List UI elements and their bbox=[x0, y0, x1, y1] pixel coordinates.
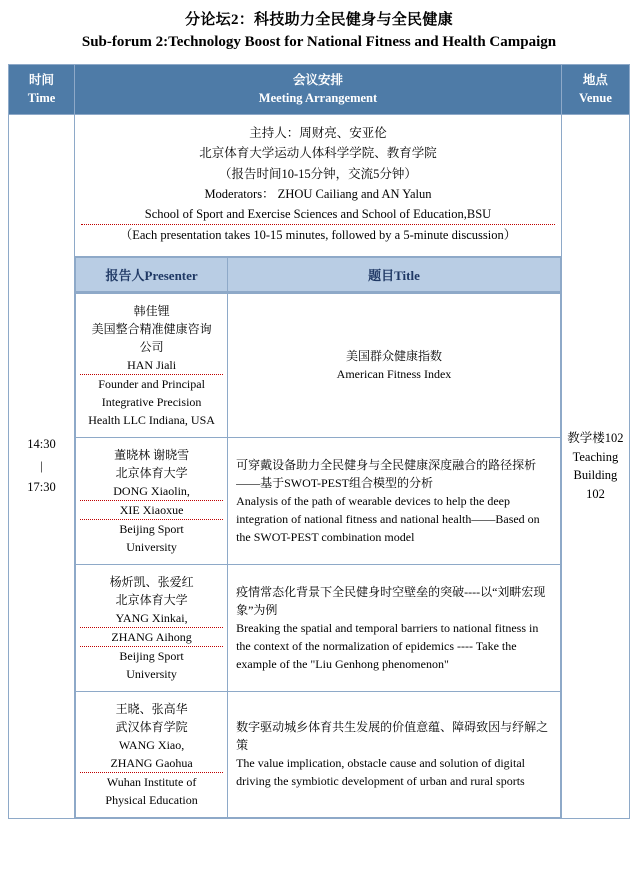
table-header-row bbox=[9, 64, 630, 115]
topic-line-en: American Fitness Index bbox=[336, 367, 452, 381]
header-venue-cn: 地点 bbox=[582, 72, 608, 87]
topic-line-cn: 疫情常态化背景下全民健身时空壁垒的突破----以“刘畊宏现象”为例 bbox=[236, 584, 546, 617]
presenter-line: Beijing Sport bbox=[119, 648, 184, 663]
presenter-line: 王晓、张高华 bbox=[115, 701, 188, 716]
presenter-line: Founder and Principal bbox=[98, 376, 205, 391]
presenter-line: YANG Xinkai, bbox=[80, 609, 223, 628]
moderators-line-5: School of Sport and Exercise Sciences and School of Education,BSU bbox=[81, 204, 555, 225]
topic-cell bbox=[228, 437, 561, 564]
table-row bbox=[76, 293, 561, 437]
moderators-line-2: 北京体育大学运动人体科学学院、教育学院 bbox=[199, 146, 437, 161]
time-separator: | bbox=[40, 458, 43, 473]
presentations-cell bbox=[75, 292, 562, 818]
presenter-line: 北京体育大学 bbox=[115, 465, 188, 480]
moderators-line-1: 主持人：周财亮、安亚伦 bbox=[249, 126, 387, 140]
venue-en-line-3: 102 bbox=[586, 487, 605, 501]
presenter-line: ZHANG Aihong bbox=[80, 628, 223, 647]
header-time-cn: 时间 bbox=[29, 72, 55, 87]
time-end: 17:30 bbox=[27, 479, 56, 494]
presenter-line: Beijing Sport bbox=[119, 521, 184, 536]
header-time bbox=[9, 64, 75, 115]
moderators-cell bbox=[75, 115, 562, 257]
presenter-line: Wuhan Institute of bbox=[106, 774, 197, 789]
header-meeting-arrangement bbox=[75, 64, 562, 115]
presenter-line: 美国整合精准健康咨询 bbox=[91, 321, 212, 336]
venue-cell bbox=[561, 115, 629, 819]
presenter-line: DONG Xiaolin, bbox=[80, 482, 223, 501]
presenter-line: ZHANG Gaohua bbox=[80, 754, 223, 773]
presenter-line: University bbox=[126, 666, 177, 681]
presenter-line: Physical Education bbox=[105, 792, 198, 807]
presenter-line: 武汉体育学院 bbox=[115, 719, 188, 734]
moderators-line-6: （Each presentation takes 10-15 minutes, followed by a 5-minute discussion） bbox=[119, 228, 517, 243]
presenter-line: XIE Xiaoxue bbox=[80, 501, 223, 520]
header-meeting-en: Meeting Arrangement bbox=[258, 91, 378, 106]
topic-line-en: Breaking the spatial and temporal barriers to national fitness in the context of the normalization of epidemics ---- Take the example of the "Liu Genhong phenomenon" bbox=[236, 620, 539, 671]
topic-cell bbox=[228, 293, 561, 437]
presenter-cell bbox=[76, 691, 228, 817]
header-venue-en: Venue bbox=[578, 91, 612, 106]
agenda-table bbox=[8, 64, 630, 819]
table-row bbox=[76, 691, 561, 817]
title-chinese: 分论坛2：科技助力全民健身与全民健康 bbox=[185, 12, 453, 28]
moderators-line-3: （报告时间10-15分钟，交流5分钟） bbox=[219, 166, 417, 181]
moderators-row bbox=[9, 115, 630, 257]
sub-header-inner-table bbox=[75, 257, 561, 292]
presenter-line: 杨炘凯、张爱红 bbox=[109, 574, 194, 589]
topic-line-en: The value implication, obstacle cause and solution of digital driving the symbiotic development of urban and rural sports bbox=[236, 756, 526, 788]
header-meeting-cn: 会议安排 bbox=[292, 72, 343, 87]
venue-cn: 教学楼102 bbox=[567, 430, 624, 445]
moderators-line-4: Moderators： ZHOU Cailiang and AN Yalun bbox=[204, 186, 432, 201]
presenter-line: Integrative Precision bbox=[101, 394, 202, 409]
topic-line-en: Analysis of the path of wearable devices to help the deep integration of national fitness and national health——Based on the SWOT-PEST combination model bbox=[236, 493, 540, 544]
presenter-line: HAN Jiali bbox=[80, 356, 223, 375]
title-english: Sub-forum 2:Technology Boost for National Fitness and Health Campaign bbox=[81, 33, 557, 50]
table-row bbox=[76, 564, 561, 691]
presenter-cell bbox=[76, 293, 228, 437]
venue-en-line-1: Teaching bbox=[572, 449, 619, 464]
presenter-line: 北京体育大学 bbox=[115, 592, 188, 607]
presenter-line: 韩佳锂 bbox=[133, 303, 170, 318]
header-time-en: Time bbox=[27, 91, 56, 106]
presenter-cell bbox=[76, 437, 228, 564]
sub-header-cell bbox=[75, 256, 562, 292]
time-cell bbox=[9, 115, 75, 819]
presenter-cell bbox=[76, 564, 228, 691]
presenter-line: University bbox=[126, 539, 177, 554]
topic-cell bbox=[228, 691, 561, 817]
topic-line-cn: 美国群众健康指数 bbox=[345, 349, 442, 363]
sub-header-presenter: 报告人Presenter bbox=[76, 257, 228, 291]
presenter-line: Health LLC Indiana, USA bbox=[88, 412, 215, 427]
sub-header-row bbox=[9, 256, 630, 292]
header-venue bbox=[561, 64, 629, 115]
forum-title bbox=[0, 0, 638, 60]
presenter-line: 公司 bbox=[139, 339, 164, 354]
presentations-row bbox=[9, 292, 630, 818]
topic-cell bbox=[228, 564, 561, 691]
sub-header-topic: 题目Title bbox=[228, 257, 561, 291]
time-start: 14:30 bbox=[27, 437, 56, 452]
topic-line-cn: 数字驱动城乡体育共生发展的价值意蕴、障碍致因与纾解之策 bbox=[236, 720, 549, 752]
presentations-table bbox=[75, 293, 561, 818]
presenter-line: 董晓林 谢晓雪 bbox=[114, 447, 190, 462]
presenter-line: WANG Xiao, bbox=[118, 737, 185, 752]
topic-line-cn: 可穿戴设备助力全民健身与全民健康深度融合的路径探析——基于SWOT-PEST组合模型的分析 bbox=[236, 457, 537, 490]
venue-en-line-2: Building bbox=[573, 468, 618, 483]
table-row bbox=[76, 437, 561, 564]
